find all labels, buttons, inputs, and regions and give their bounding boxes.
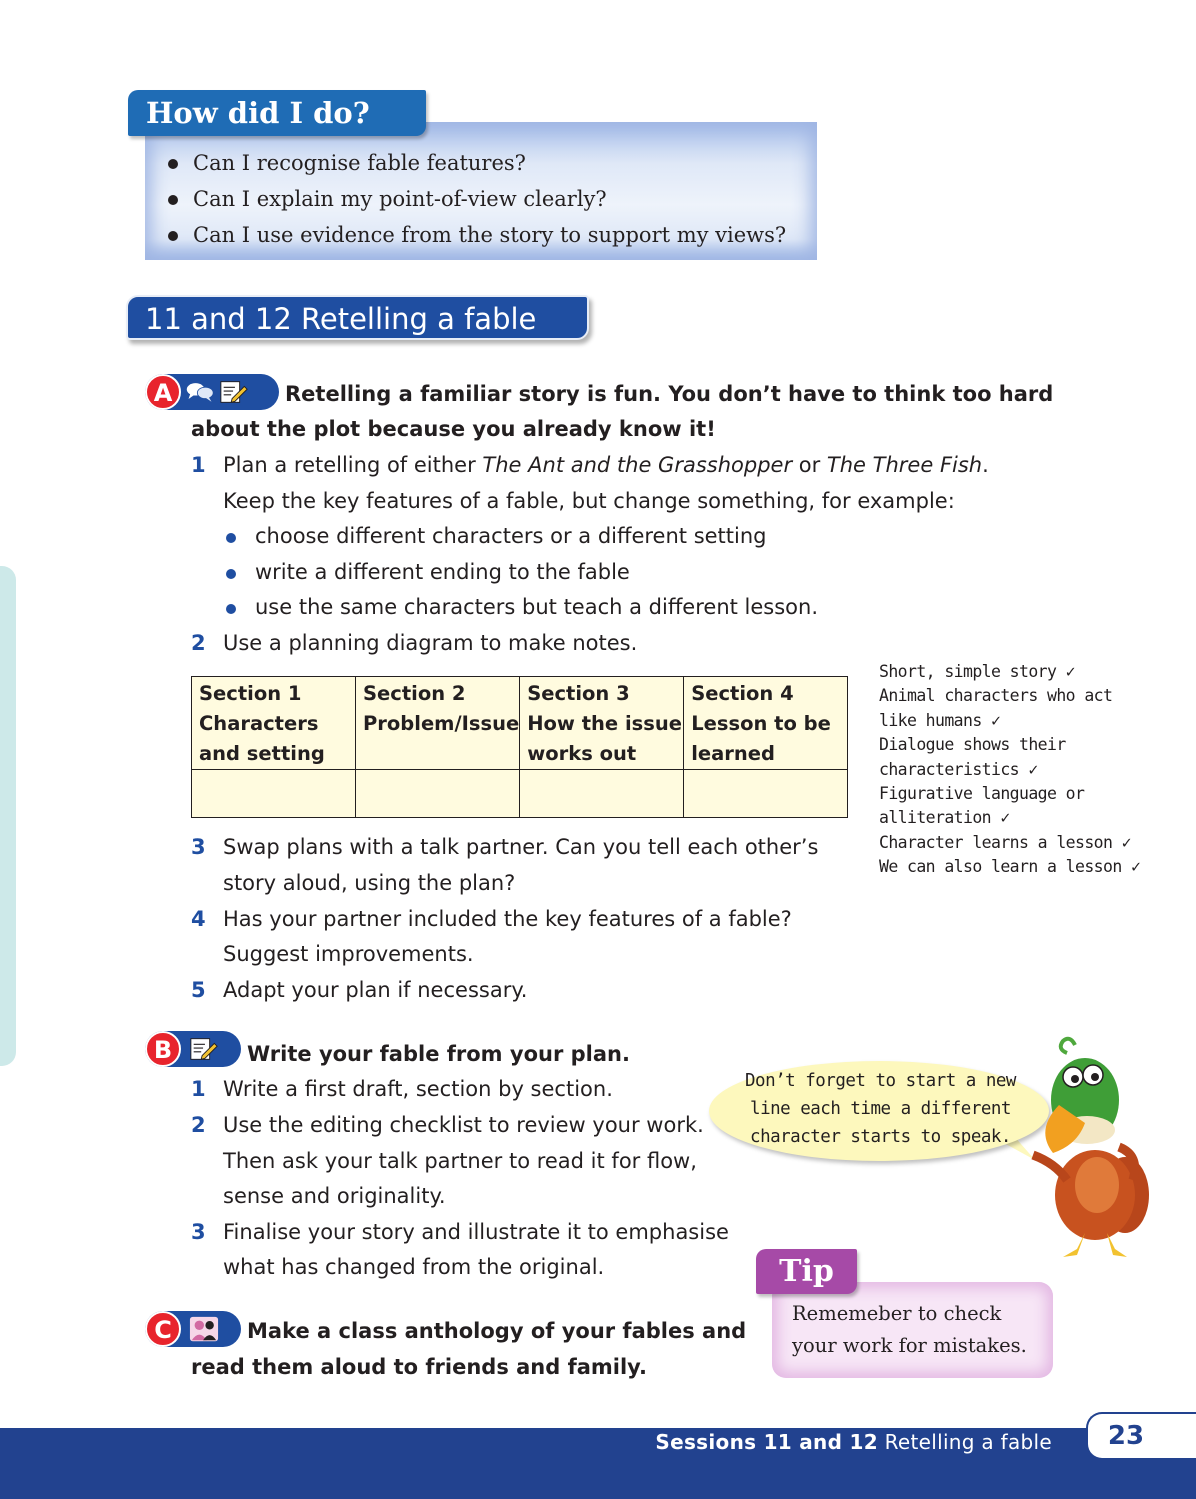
how-did-i-do-title: How did I do? [128, 90, 426, 136]
activity-b-badge [145, 1031, 241, 1067]
activity-letter: A [145, 374, 181, 410]
cell-line: learned [691, 742, 775, 765]
story-title: The Three Fish [826, 453, 983, 477]
step-text: Plan a retelling of either [223, 453, 483, 477]
activity-letter: C [145, 1311, 181, 1347]
cell-line: Section 4 [691, 682, 794, 705]
step-5-text: Adapt your plan if necessary. [223, 978, 528, 1002]
list-item: Can I use evidence from the story to support my views? [166, 218, 786, 254]
checklist-line: alliteration ✓ [879, 808, 1010, 828]
activity-a-badge [145, 374, 279, 410]
cell-line: How the issue [527, 712, 682, 735]
table-header-cell [684, 677, 848, 770]
activity-a-lead-line1: Retelling a familiar story is fun. You don’t have to think too hard [285, 382, 1054, 406]
speech-bubbles-icon [185, 380, 215, 404]
bullet-text: choose different characters or a different setting [255, 524, 767, 548]
bullet-item [225, 555, 630, 590]
step-number: 1 [191, 1077, 206, 1101]
step-number: 5 [191, 978, 206, 1002]
bubble-line: line each time a different [750, 1099, 1011, 1119]
how-did-i-do-list [166, 146, 786, 254]
bullet-text: write a different ending to the fable [255, 560, 630, 584]
cell-line: works out [527, 742, 637, 765]
activity-c-badge [145, 1311, 241, 1347]
step-number: 3 [191, 1220, 206, 1244]
story-title: The Ant and the Grasshopper [482, 453, 793, 477]
cell-line: Problem/Issue [363, 712, 520, 735]
step-4-line2: Suggest improvements. [223, 942, 474, 966]
checklist-line: We can also learn a lesson ✓ [879, 857, 1141, 877]
page-number: 23 [1086, 1412, 1196, 1460]
table-empty-cell [684, 770, 848, 818]
activity-c-lead-line2: read them aloud to friends and family. [191, 1355, 647, 1379]
step-number: 1 [191, 453, 206, 477]
step-number: 2 [191, 631, 206, 655]
fable-features-checklist [879, 660, 1140, 880]
group-icon [189, 1317, 219, 1341]
checklist-line: Dialogue shows their [879, 735, 1066, 755]
planning-table [191, 676, 848, 818]
cell-line: Lesson to be [691, 712, 831, 735]
cell-line: Section 2 [363, 682, 466, 705]
tip-line: your work for mistakes. [792, 1334, 1027, 1357]
side-tab [0, 566, 16, 1066]
checklist-line: Figurative language or [879, 784, 1085, 804]
checklist-line: characteristics ✓ [879, 759, 1038, 779]
step-text: or [792, 453, 827, 477]
step-number: 4 [191, 907, 206, 931]
tip-text [792, 1298, 1027, 1362]
step-1-line2: Keep the key features of a fable, but change something, for example: [223, 489, 955, 513]
step-1-text [223, 448, 989, 484]
step-1-text: Write a first draft, section by section. [223, 1077, 613, 1101]
step-text: . [982, 453, 989, 477]
writing-icon [189, 1037, 219, 1061]
table-header-cell [192, 677, 356, 770]
section-heading: 11 and 12 Retelling a fable [126, 295, 589, 340]
step-number: 2 [191, 1113, 206, 1137]
step-2-line3: sense and originality. [223, 1184, 446, 1208]
table-header-cell [356, 677, 520, 770]
checklist-line: Short, simple story ✓ [879, 662, 1076, 681]
checklist-line: Character learns a lesson ✓ [879, 832, 1132, 852]
table-empty-cell [520, 770, 684, 818]
list-item: Can I recognise fable features? [166, 146, 786, 182]
bullet-item [225, 519, 767, 554]
tip-line: Rememeber to check [792, 1302, 1002, 1325]
bullet-text: use the same characters but teach a different lesson. [255, 595, 819, 619]
step-2-line2: Then ask your talk partner to read it for flow, [223, 1149, 697, 1173]
step-2-line1: Use the editing checklist to review your work. [223, 1113, 704, 1137]
checklist-line: Animal characters who act [879, 686, 1113, 706]
table-header-cell [520, 677, 684, 770]
step-number: 3 [191, 835, 206, 859]
cell-line: Section 1 [199, 682, 302, 705]
step-3-line1: Finalise your story and illustrate it to emphasise [223, 1220, 729, 1244]
cell-line: Characters [199, 712, 319, 735]
step-3-line1: Swap plans with a talk partner. Can you tell each other’s [223, 835, 819, 859]
activity-letter: B [145, 1031, 181, 1067]
table-empty-cell [356, 770, 520, 818]
cell-line: Section 3 [527, 682, 630, 705]
activity-a-lead-line2: about the plot because you already know it! [191, 417, 716, 441]
cell-line: and setting [199, 742, 325, 765]
writing-icon [219, 380, 249, 404]
footer-sessions: Sessions 11 and 12 [655, 1430, 878, 1454]
activity-c-lead-line1: Make a class anthology of your fables and [247, 1319, 747, 1343]
step-3-line2: story aloud, using the plan? [223, 871, 516, 895]
speech-bubble-text [738, 1067, 1023, 1151]
activity-b-lead: Write your fable from your plan. [247, 1042, 630, 1066]
step-3-line2: what has changed from the original. [223, 1255, 605, 1279]
checklist-line: like humans ✓ [879, 710, 1001, 730]
step-4-line1: Has your partner included the key features of a fable? [223, 907, 792, 931]
table-empty-cell [192, 770, 356, 818]
bubble-line: character starts to speak. [750, 1127, 1011, 1147]
bubble-line: Don’t forget to start a new [745, 1071, 1016, 1091]
list-item: Can I explain my point-of-view clearly? [166, 182, 786, 218]
footer-title: Retelling a fable [877, 1430, 1052, 1454]
bullet-item [225, 590, 818, 625]
duck-mascot-icon [1015, 1035, 1150, 1265]
tip-title: Tip [756, 1249, 857, 1294]
step-2-text: Use a planning diagram to make notes. [223, 631, 638, 655]
footer-session-title [655, 1428, 1052, 1456]
